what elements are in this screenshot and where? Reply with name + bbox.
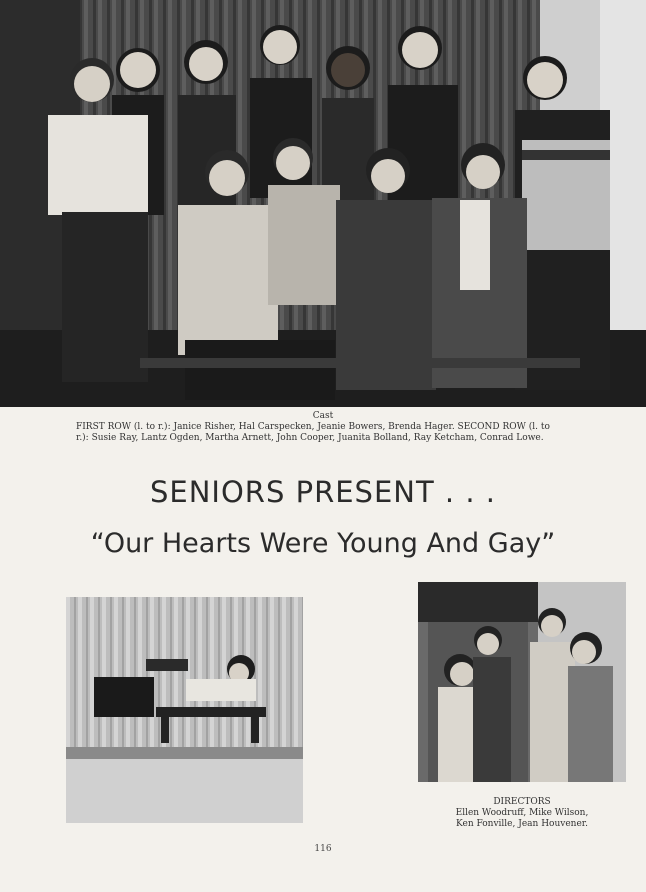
cast-first-row-caption: FIRST ROW (l. to r.): Janice Risher, Hal Carspecken, Jeanie Bowers, Brenda Hager. SECOND ROW (l. to	[76, 422, 550, 432]
play-title: “Our Hearts Were Young And Gay”	[90, 528, 556, 559]
directors-caption	[418, 797, 626, 830]
stage-scene-photo	[66, 597, 303, 823]
page-headline: SENIORS PRESENT . . .	[150, 475, 496, 509]
cast-heading: Cast	[312, 411, 334, 421]
page-number: 116	[314, 844, 332, 854]
directors-photo	[418, 582, 626, 782]
directors-names-line1: Ellen Woodruff, Mike Wilson,	[455, 808, 589, 818]
cast-group-photo	[0, 0, 646, 407]
directors-heading: DIRECTORS	[493, 797, 551, 807]
directors-names-line2: Ken Fonville, Jean Houvener.	[456, 819, 588, 829]
cast-second-row-caption: r.): Susie Ray, Lantz Ogden, Martha Arnett, John Cooper, Juanita Bolland, Ray Ketcham, Conrad Lowe.	[76, 433, 544, 443]
